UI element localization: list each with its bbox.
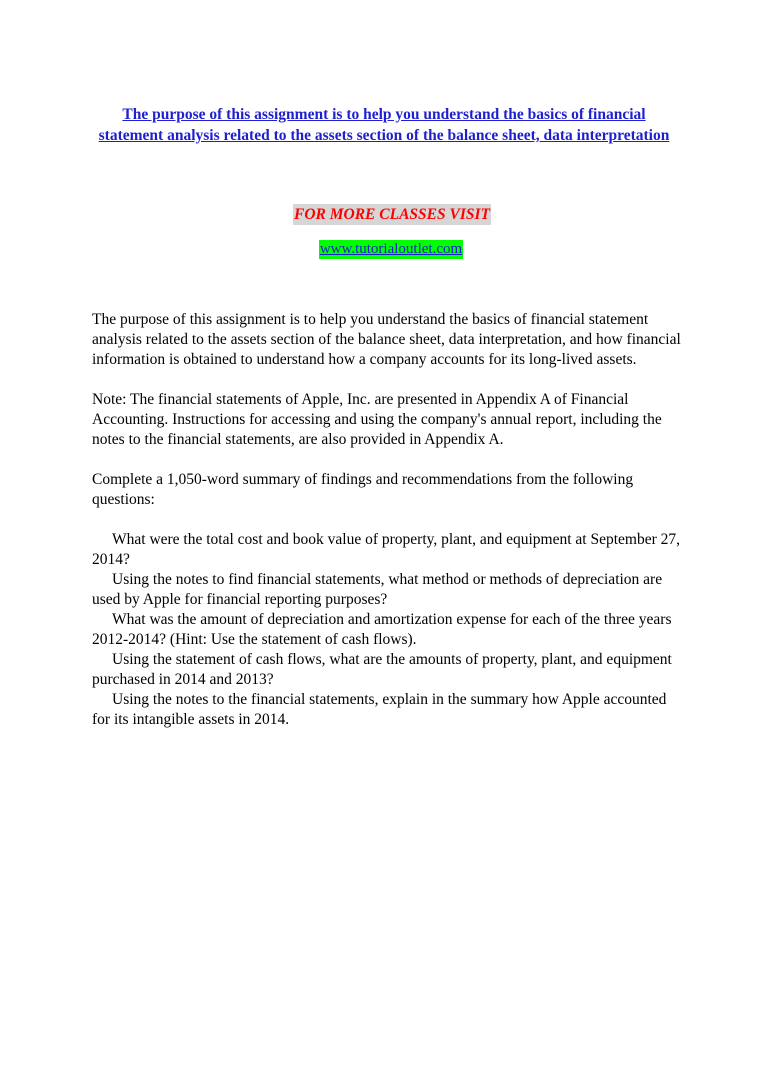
question-item: Using the notes to find financial statements, what method or methods of depreciation are used by Apple for financial reporting purposes?	[92, 571, 663, 608]
document-body	[92, 310, 682, 730]
question-list	[92, 530, 682, 730]
title-link[interactable]: The purpose of this assignment is to help you understand the basics of financial statement analysis related to the assets section of the balance sheet, data interpretation	[98, 106, 670, 144]
intro-paragraph: The purpose of this assignment is to help you understand the basics of financial statement analysis related to the assets section of the balance sheet, data interpretation, and how financial information is obtained to understand how a company accounts for its long-lived assets.	[92, 311, 681, 368]
visit-banner	[0, 204, 768, 225]
question-item: Using the statement of cash flows, what are the amounts of property, plant, and equipment purchased in 2014 and 2013?	[92, 651, 672, 688]
question-item: Using the notes to the financial statements, explain in the summary how Apple accounted for its intangible assets in 2014.	[92, 691, 667, 728]
website-link[interactable]: www.tutorialoutlet.com	[319, 241, 463, 257]
question-item: What was the amount of depreciation and amortization expense for each of the three years 2012-2014? (Hint: Use the statement of cash flows).	[92, 611, 672, 648]
question-item: What were the total cost and book value of property, plant, and equipment at September 27, 2014?	[92, 531, 681, 568]
note-paragraph: Note: The financial statements of Apple, Inc. are presented in Appendix A of Financial Accounting. Instructions for accessing and using the company's annual report, including the notes to the financial statements, are also provided in Appendix A.	[92, 391, 662, 448]
instruction-paragraph: Complete a 1,050-word summary of findings and recommendations from the following questions:	[92, 471, 634, 508]
website-banner	[0, 240, 768, 259]
visit-label: FOR MORE CLASSES VISIT	[294, 206, 490, 223]
